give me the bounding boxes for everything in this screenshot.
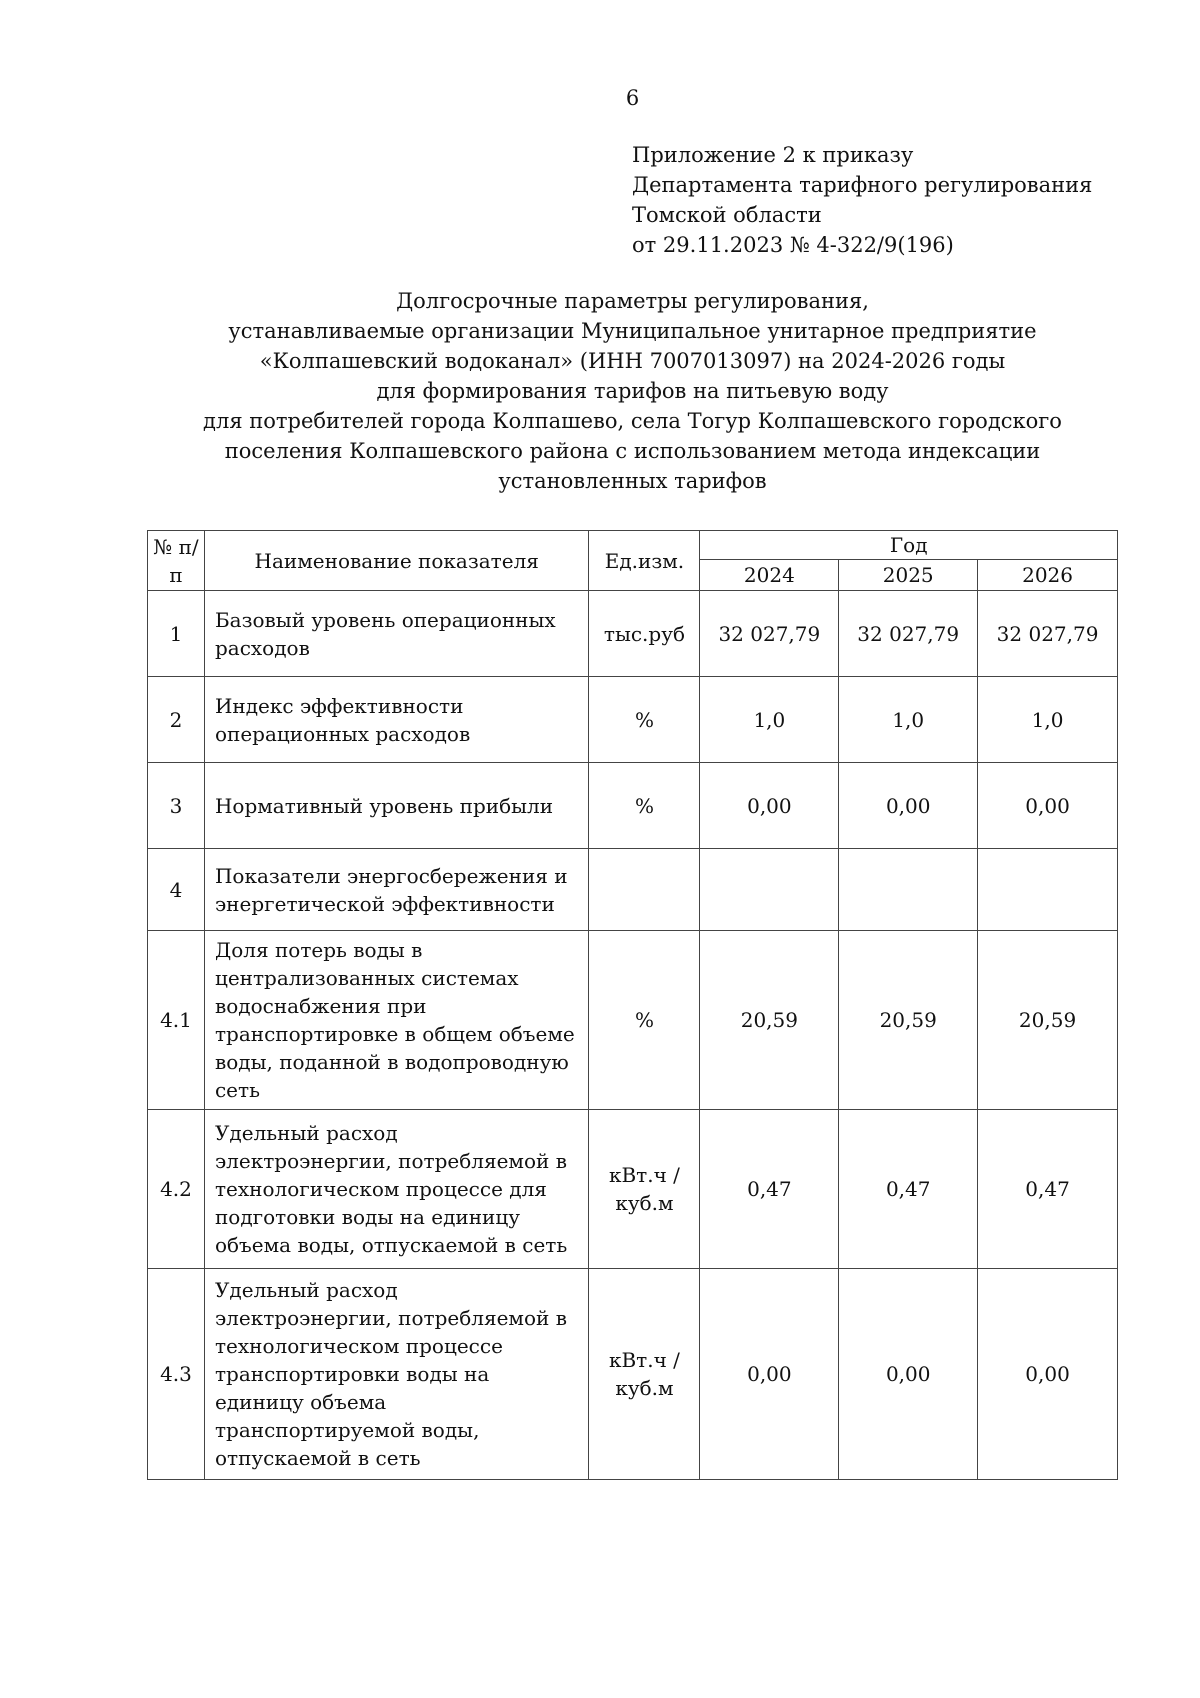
title-line: поселения Колпашевского района с использованием метода индексации (224, 439, 1041, 463)
row-unit (589, 849, 700, 931)
row-unit: кВт.ч / куб.м (589, 1110, 700, 1269)
value-2024: 32 027,79 (700, 591, 839, 677)
title-line: для формирования тарифов на питьевую воду (376, 379, 889, 403)
value-2026: 0,47 (978, 1110, 1118, 1269)
table-row (148, 1269, 1118, 1480)
header-num: № п/п (148, 531, 205, 591)
appendix-line: Приложение 2 к приказу (632, 143, 914, 167)
value-2024: 0,00 (700, 763, 839, 849)
header-year-2024: 2024 (700, 560, 839, 591)
value-2024: 0,47 (700, 1110, 839, 1269)
row-num: 4 (148, 849, 205, 931)
row-name: Индекс эффективности операционных расходов (204, 677, 589, 763)
row-num: 1 (148, 591, 205, 677)
header-year: Год (700, 531, 1118, 560)
value-2026: 0,00 (978, 763, 1118, 849)
table-row (148, 849, 1118, 931)
row-unit: % (589, 677, 700, 763)
row-name: Удельный расход электроэнергии, потребляемой в технологическом процессе транспортировки воды на единицу объема транспортируемой воды, отпускаемой в сеть (204, 1269, 589, 1480)
title-line: «Колпашевский водоканал» (ИНН 7007013097) на 2024-2026 годы (259, 349, 1006, 373)
table-row (148, 1110, 1118, 1269)
value-2025: 1,0 (839, 677, 978, 763)
value-2024: 20,59 (700, 931, 839, 1110)
row-num: 4.3 (148, 1269, 205, 1480)
row-num: 3 (148, 763, 205, 849)
value-2024: 0,00 (700, 1269, 839, 1480)
header-name: Наименование показателя (204, 531, 589, 591)
page-number: 6 (625, 86, 640, 110)
row-name: Доля потерь воды в централизованных системах водоснабжения при транспортировке в общем объеме воды, поданной в водопроводную сеть (204, 931, 589, 1110)
value-2026: 32 027,79 (978, 591, 1118, 677)
row-num: 4.1 (148, 931, 205, 1110)
row-num: 2 (148, 677, 205, 763)
appendix-line: Томской области (632, 203, 822, 227)
header-year-2026: 2026 (978, 560, 1118, 591)
row-name: Удельный расход электроэнергии, потребляемой в технологическом процессе для подготовки воды на единицу объема воды, отпускаемой в сеть (204, 1110, 589, 1269)
row-name: Базовый уровень операционных расходов (204, 591, 589, 677)
document-title (150, 286, 1115, 496)
value-2024: 1,0 (700, 677, 839, 763)
parameters-table (147, 530, 1118, 1480)
title-line: для потребителей города Колпашево, села Тогур Колпашевского городского (203, 409, 1062, 433)
row-unit: кВт.ч / куб.м (589, 1269, 700, 1480)
header-unit: Ед.изм. (589, 531, 700, 591)
value-2026 (978, 849, 1118, 931)
value-2025: 20,59 (839, 931, 978, 1110)
value-2026: 20,59 (978, 931, 1118, 1110)
value-2025: 32 027,79 (839, 591, 978, 677)
row-unit: % (589, 931, 700, 1110)
appendix-block (632, 140, 1092, 260)
table-row (148, 591, 1118, 677)
value-2026: 0,00 (978, 1269, 1118, 1480)
value-2025 (839, 849, 978, 931)
value-2026: 1,0 (978, 677, 1118, 763)
table-row (148, 677, 1118, 763)
row-num: 4.2 (148, 1110, 205, 1269)
title-line: установленных тарифов (498, 469, 767, 493)
value-2025: 0,00 (839, 1269, 978, 1480)
appendix-line: Департамента тарифного регулирования (632, 173, 1093, 197)
title-line: Долгосрочные параметры регулирования, (396, 289, 869, 313)
table-row (148, 931, 1118, 1110)
value-2025: 0,47 (839, 1110, 978, 1269)
row-name: Нормативный уровень прибыли (204, 763, 589, 849)
row-unit: тыс.руб (589, 591, 700, 677)
row-name: Показатели энергосбережения и энергетической эффективности (204, 849, 589, 931)
table-row (148, 763, 1118, 849)
value-2025: 0,00 (839, 763, 978, 849)
appendix-line: от 29.11.2023 № 4-322/9(196) (632, 233, 954, 257)
title-line: устанавливаемые организации Муниципальное унитарное предприятие (228, 319, 1037, 343)
header-year-2025: 2025 (839, 560, 978, 591)
value-2024 (700, 849, 839, 931)
row-unit: % (589, 763, 700, 849)
